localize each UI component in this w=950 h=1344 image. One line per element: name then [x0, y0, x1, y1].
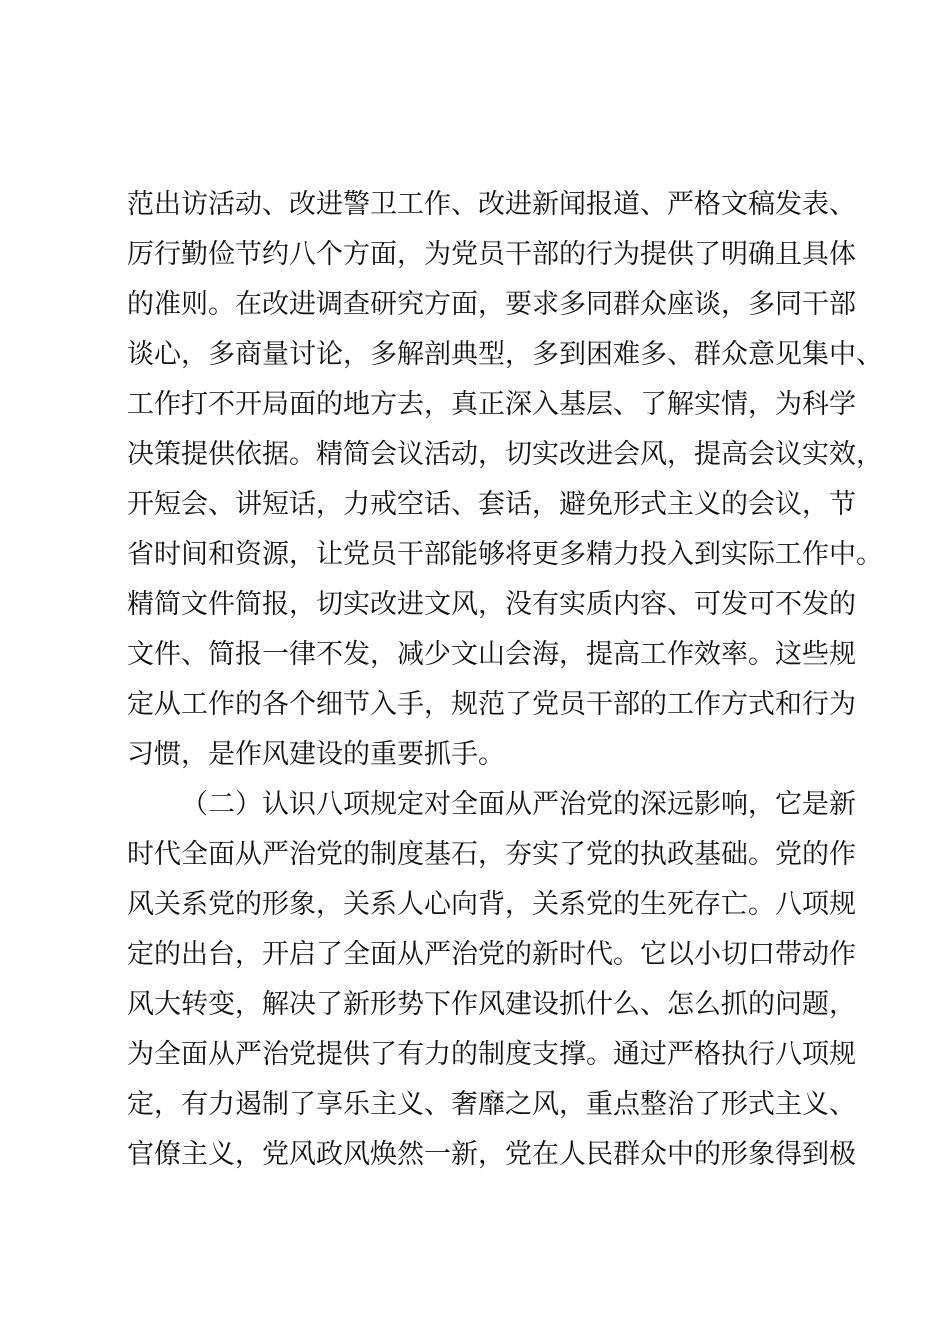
- text-line: 精简文件简报，切实改进文风，没有实质内容、可发可不发的: [127, 589, 856, 620]
- text-line: 文件、简报一律不发，减少文山会海，提高工作效率。这些规: [127, 639, 856, 670]
- text-line: 官僚主义，党风政风焕然一新，党在人民群众中的形象得到极: [127, 1139, 856, 1170]
- body-text: [127, 180, 883, 1180]
- text-line: 省时间和资源，让党员干部能够将更多精力投入到实际工作中。: [127, 539, 883, 570]
- text-line: 范出访活动、改进警卫工作、改进新闻报道、严格文稿发表、: [127, 189, 856, 220]
- text-line: 厉行勤俭节约八个方面，为党员干部的行为提供了明确且具体: [127, 239, 856, 270]
- text-line: 风大转变，解决了新形势下作风建设抓什么、怎么抓的问题，: [127, 989, 856, 1020]
- section-heading-line: （二）认识八项规定对全面从严治党的深远影响，它是新: [181, 789, 856, 820]
- text-line: 开短会、讲短话，力戒空话、套话，避免形式主义的会议，节: [127, 489, 856, 520]
- text-line: 定，有力遏制了享乐主义、奢靡之风，重点整治了形式主义、: [127, 1089, 856, 1120]
- text-line: 习惯，是作风建设的重要抓手。: [127, 739, 505, 770]
- text-line: 的准则。在改进调查研究方面，要求多同群众座谈，多同干部: [127, 289, 856, 320]
- text-line: 定的出台，开启了全面从严治党的新时代。它以小切口带动作: [127, 939, 856, 970]
- text-line: 工作打不开局面的地方去，真正深入基层、了解实情，为科学: [127, 389, 856, 420]
- text-line: 决策提供依据。精简会议活动，切实改进会风，提高会议实效，: [127, 439, 883, 470]
- text-line: 时代全面从严治党的制度基石，夯实了党的执政基础。党的作: [127, 839, 856, 870]
- text-line: 定从工作的各个细节入手，规范了党员干部的工作方式和行为: [127, 689, 856, 720]
- text-line: 谈心，多商量讨论，多解剖典型，多到困难多、群众意见集中、: [127, 339, 883, 370]
- text-line: 风关系党的形象，关系人心向背，关系党的生死存亡。八项规: [127, 889, 856, 920]
- text-line: 为全面从严治党提供了有力的制度支撑。通过严格执行八项规: [127, 1039, 856, 1070]
